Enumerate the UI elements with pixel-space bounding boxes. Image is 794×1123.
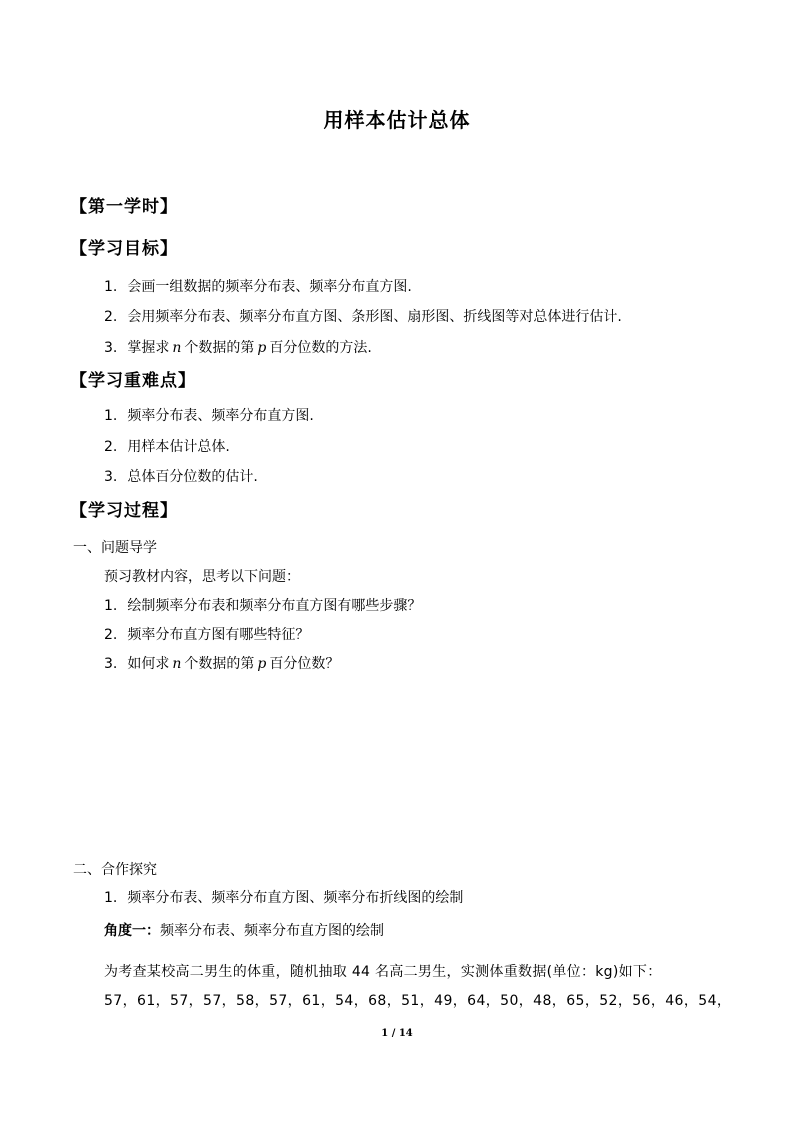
goal-number: 3.	[104, 340, 118, 356]
key-text: 总体百分位数的估计.	[127, 469, 258, 485]
section-key-heading: 【学习重难点】	[70, 371, 196, 391]
variable-p: p	[257, 656, 267, 672]
variable-p: p	[257, 340, 267, 356]
goal-item-3	[104, 337, 372, 357]
goal-text: 会画一组数据的频率分布表、频率分布直方图.	[127, 279, 412, 295]
explore-text: 频率分布表、频率分布直方图、频率分布折线图的绘制	[127, 890, 464, 906]
page-title: 用样本估计总体	[323, 108, 471, 132]
variable-n: n	[172, 656, 182, 672]
question-text: 频率分布直方图有哪些特征？	[127, 627, 310, 643]
variable-n: n	[172, 340, 182, 356]
part1-intro: 预习教材内容，思考以下问题：	[104, 569, 300, 585]
key-number: 2.	[104, 439, 118, 455]
goal-text-pre: 掌握求	[127, 340, 170, 356]
section-process-heading: 【学习过程】	[70, 501, 178, 521]
page-number: 1 / 14	[381, 1028, 413, 1039]
key-number: 1.	[104, 408, 118, 424]
question-item-2	[104, 624, 309, 644]
question-number: 2.	[104, 627, 118, 643]
goal-item-1	[104, 276, 412, 296]
key-text: 频率分布表、频率分布直方图.	[127, 408, 314, 424]
part1-heading: 一、问题导学	[73, 540, 157, 556]
section-lesson-heading: 【第一学时】	[70, 197, 178, 217]
explore-item-1	[104, 887, 463, 907]
key-item-1	[104, 405, 314, 425]
question-number: 3.	[104, 656, 118, 672]
angle-text: 频率分布表、频率分布直方图的绘制	[160, 923, 384, 939]
key-text: 用样本估计总体.	[127, 439, 230, 455]
goal-text: 会用频率分布表、频率分布直方图、条形图、扇形图、折线图等对总体进行估计.	[127, 309, 622, 325]
angle-line	[104, 920, 384, 940]
question-item-3	[104, 653, 339, 673]
question-text-pre: 如何求	[127, 656, 170, 672]
key-number: 3.	[104, 469, 118, 485]
key-item-3	[104, 466, 258, 486]
question-number: 1.	[104, 598, 118, 614]
question-text-post: 百分位数？	[269, 656, 340, 672]
question-text: 绘制频率分布表和频率分布直方图有哪些步骤？	[127, 598, 422, 614]
question-text-mid: 个数据的第	[184, 656, 255, 672]
section-goals-heading: 【学习目标】	[70, 239, 178, 259]
goal-item-2	[104, 306, 622, 326]
question-item-1	[104, 595, 421, 615]
explore-number: 1.	[104, 890, 118, 906]
part2-heading: 二、合作探究	[73, 862, 157, 878]
goal-text-post: 百分位数的方法.	[269, 340, 372, 356]
goal-number: 2.	[104, 309, 118, 325]
problem-line-2: 57，61，57，57，58，57，61，54，68，51，49，64，50，48，65，52，56，46，54，	[104, 993, 732, 1009]
goal-text-mid: 个数据的第	[184, 340, 255, 356]
goal-number: 1.	[104, 279, 118, 295]
key-item-2	[104, 436, 230, 456]
problem-line-1: 为考查某校高二男生的体重，随机抽取 44 名高二男生，实测体重数据(单位：kg)如下：	[104, 964, 662, 980]
angle-label: 角度一：	[104, 923, 160, 939]
